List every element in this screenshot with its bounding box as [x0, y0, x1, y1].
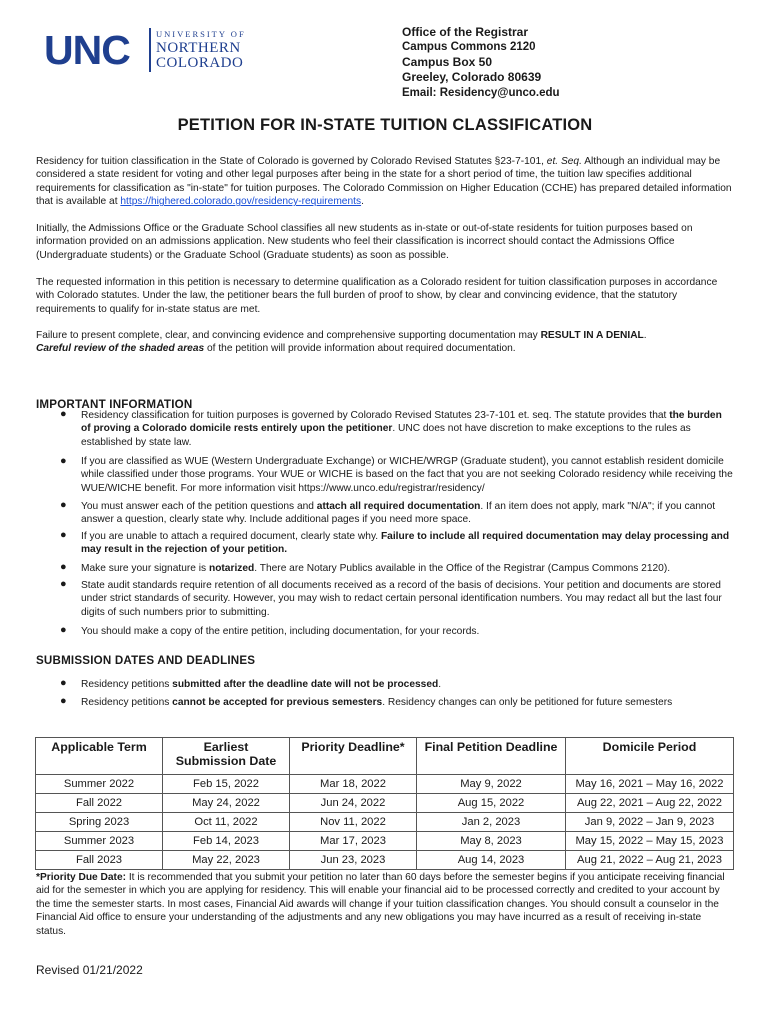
table-cell: May 15, 2022 – May 15, 2023 [566, 832, 734, 851]
table-cell: Feb 15, 2022 [163, 775, 290, 794]
office-name: Office of the Registrar [402, 25, 529, 39]
important-bullet-5: Make sure your signature is notarized. There are Notary Publics available in the Office of the Registrar (Campus Commons 2120). [81, 563, 671, 574]
table-cell: Mar 17, 2023 [290, 832, 417, 851]
table-cell: Spring 2023 [36, 813, 163, 832]
table-cell: Summer 2023 [36, 832, 163, 851]
table-cell: Feb 14, 2023 [163, 832, 290, 851]
table-row [36, 775, 734, 794]
intro-paragraph-1: Residency for tuition classification in the State of Colorado is governed by Colorado Revised Statutes §23-7-101, et. Seq. Although an individual may be considered a state resident for voting and other legal purposes after being in the state for a short period of time, the tuition law specifies additional requirements for classification as "in-state" for tuition purposes. The Colorado Commission on Higher Education (CCHE) has prepared detailed information that is available at https://highered.colorado.gov/residency-requirements. [36, 156, 732, 208]
important-bullet-1: Residency classification for tuition purposes is governed by Colorado Revised Statutes 23-7-101 et. seq. The statute provides that the burden of proving a Colorado domicile rests entirely upon the petitioner. UNC does not have discretion to make exceptions to the rules as established by state law. [81, 410, 722, 448]
bullet-icon: ● [60, 529, 67, 541]
bullet-icon: ● [60, 578, 67, 590]
important-bullet-2: If you are classified as WUE (Western Undergraduate Exchange) or WICHE/WRGP (Graduate student), you cannot establish resident domicile while classified under those programs. Your WUE or WICHE is based on the fact that you are not seeking Colorado residency while receiving the WUE/WICHE benefit. For more information visit https://www.unco.edu/registrar/residency/ [81, 456, 733, 494]
table-cell: Mar 18, 2022 [290, 775, 417, 794]
table-cell: Oct 11, 2022 [163, 813, 290, 832]
table-cell: Jun 24, 2022 [290, 794, 417, 813]
table-cell: Jun 23, 2023 [290, 851, 417, 870]
table-cell: Nov 11, 2022 [290, 813, 417, 832]
deadlines-table [35, 737, 734, 870]
intro-paragraph-2: Initially, the Admissions Office or the Graduate School classifies all new students as in-state or out-of-state residents for tuition purposes based on information provided on an admissions application. New students who feel their classification is incorrect should contact the Admissions Office (Undergraduate students) or the Graduate School (Graduate students) as soon as possible. [36, 223, 693, 261]
important-bullet-7: You should make a copy of the entire petition, including documentation, for your records. [81, 626, 480, 637]
important-heading: IMPORTANT INFORMATION [36, 398, 193, 411]
table-row [36, 851, 734, 870]
table-row [36, 832, 734, 851]
logo-colorado: COLORADO [156, 55, 244, 71]
submission-bullet-1: Residency petitions submitted after the deadline date will not be processed. [81, 679, 442, 690]
important-bullet-6: State audit standards require retention of all documents received as a record of the basis of decisions. Your petition and documents are stored under strict standards of security. However, you may wish to redact certain personal identification numbers. You may redact all but the last four digits of such numbers prior to submitting. [81, 580, 722, 618]
table-cell: May 22, 2023 [163, 851, 290, 870]
submission-bullet-2: Residency petitions cannot be accepted for previous semesters. Residency changes can only be petitioned for future semesters [81, 697, 673, 708]
office-city: Greeley, Colorado 80639 [402, 70, 542, 84]
important-bullet-3: You must answer each of the petition questions and attach all required documentation. If an item does not apply, mark "N/A"; if you cannot answer a question, clearly state why. Include additional pages if you need more space. [81, 501, 716, 526]
header-domicile-period: Domicile Period [566, 738, 734, 775]
table-cell: Aug 14, 2023 [417, 851, 566, 870]
bullet-icon: ● [60, 695, 67, 707]
bullet-icon: ● [60, 561, 67, 573]
table-row [36, 813, 734, 832]
priority-footnote: *Priority Due Date: It is recommended that you submit your petition no later than 60 days before the semester begins if you anticipate receiving financial aid for the semester in which you are applying for residency. This will enable your financial aid to be processed correctly and credited to your account by the time the semester starts. In most cases, Financial Aid awards will change if your tuition classification changes. You should consult a counselor in the Financial Aid office to ensure your understanding of the adjustments and any new obligations you may have incurred as a result of receiving in-state status. [36, 872, 725, 937]
bullet-icon: ● [60, 677, 67, 689]
logo-university-of: UNIVERSITY OF [156, 29, 246, 39]
intro-paragraph-4: Failure to present complete, clear, and convincing evidence and comprehensive supporting documentation may RESULT IN A DENIAL. Careful review of the shaded areas of the petition will provide information about required documentation. [36, 330, 647, 355]
table-cell: Fall 2022 [36, 794, 163, 813]
table-row [36, 794, 734, 813]
important-bullet-4: If you are unable to attach a required document, clearly state why. Failure to include all required documentation may delay processing and may result in the rejection of your petition. [81, 531, 730, 556]
logo-divider [149, 28, 151, 72]
office-box: Campus Box 50 [402, 55, 493, 69]
header-earliest-submission: Earliest Submission Date [163, 738, 290, 775]
bullet-icon: ● [60, 408, 67, 420]
residency-requirements-link[interactable]: https://highered.colorado.gov/residency-requirements [120, 196, 362, 208]
page-title: PETITION FOR IN-STATE TUITION CLASSIFICATION [177, 116, 593, 134]
table-header-row [36, 738, 734, 775]
bullet-icon: ● [60, 499, 67, 511]
office-email: Email: Residency@unco.edu [402, 87, 560, 99]
intro-paragraph-3: The requested information in this petition is necessary to determine qualification as a Colorado resident for tuition classification purposes in accordance with Colorado statutes. Under the law, the petitioner bears the full burden of proof to show, by clear and convincing evidence, that the statutory requirements to qualify for in-state status are met. [36, 277, 718, 315]
unc-logo: UNC [44, 27, 130, 73]
table-cell: Aug 22, 2021 – Aug 22, 2022 [566, 794, 734, 813]
table-cell: May 9, 2022 [417, 775, 566, 794]
table-cell: Jan 9, 2022 – Jan 9, 2023 [566, 813, 734, 832]
header-applicable-term: Applicable Term [36, 738, 163, 775]
bullet-icon: ● [60, 624, 67, 636]
table-cell: Summer 2022 [36, 775, 163, 794]
table-cell: Aug 15, 2022 [417, 794, 566, 813]
table-cell: Aug 21, 2022 – Aug 21, 2023 [566, 851, 734, 870]
table-cell: May 8, 2023 [417, 832, 566, 851]
table-cell: May 16, 2021 – May 16, 2022 [566, 775, 734, 794]
revised-date: Revised 01/21/2022 [36, 963, 143, 977]
submission-heading: SUBMISSION DATES AND DEADLINES [36, 654, 256, 667]
office-building: Campus Commons 2120 [402, 41, 536, 53]
header-priority-deadline: Priority Deadline* [290, 738, 417, 775]
logo-northern: NORTHERN [156, 40, 241, 56]
table-cell: Fall 2023 [36, 851, 163, 870]
table-cell: May 24, 2022 [163, 794, 290, 813]
bullet-icon: ● [60, 455, 67, 467]
header-final-deadline: Final Petition Deadline [417, 738, 566, 775]
table-cell: Jan 2, 2023 [417, 813, 566, 832]
